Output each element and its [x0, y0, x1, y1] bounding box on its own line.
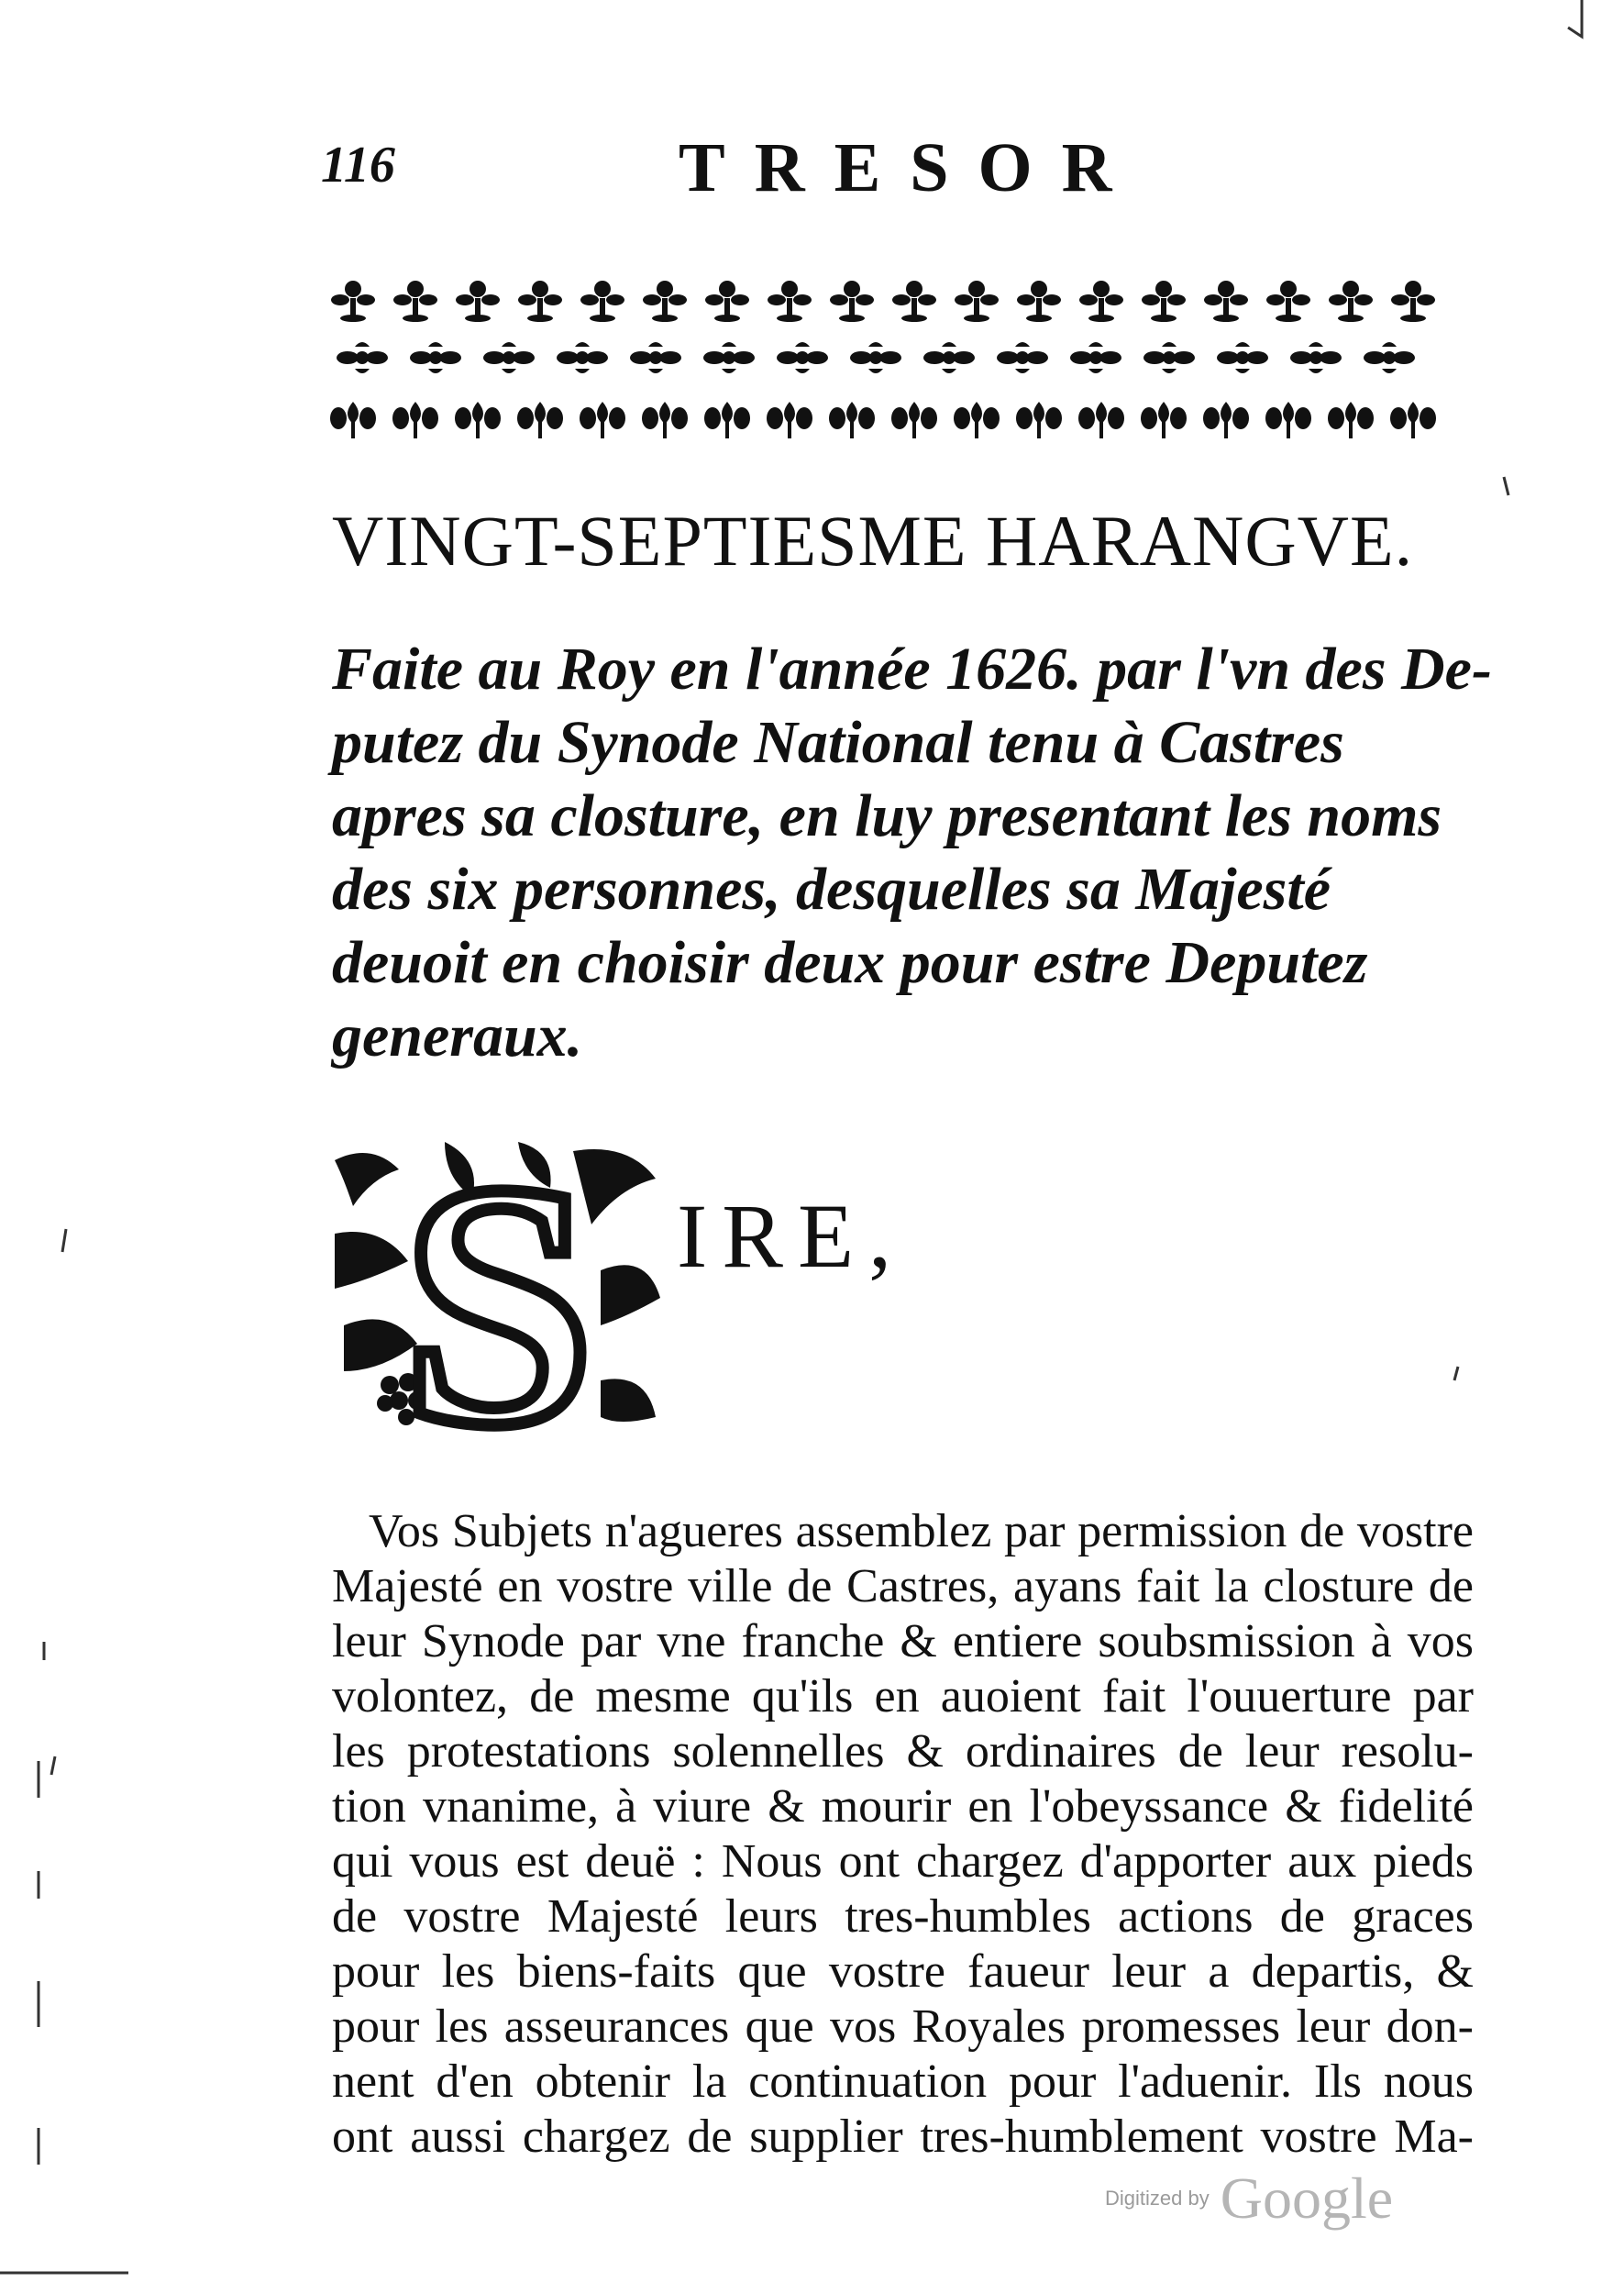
body-line: qui vous est deuë : Nous ont chargez d'apporter aux pieds: [332, 1835, 1474, 1888]
subtitle-line: apres sa closture, en luy presentant les noms: [332, 782, 1442, 849]
chapter-heading: VINGT-SEPTIESME HARANGVE.: [332, 501, 1414, 581]
subtitle-line: generaux.: [332, 1002, 583, 1069]
body-line: leur Synode par vne franche & entiere soubsmission à vos: [332, 1615, 1474, 1667]
subtitle-line: Faite au Roy en l'année 1626. par l'vn des De-: [332, 636, 1492, 703]
running-title: TRESOR: [679, 129, 1142, 206]
body-line: de vostre Majesté leurs tres-humbles actions de graces: [332, 1890, 1474, 1943]
google-logo: Google: [1220, 2166, 1394, 2231]
body-line: Majesté en vostre ville de Castres, ayans fait la closture de: [332, 1560, 1474, 1612]
body-line: nent d'en obtenir la continuation pour l'aduenir. Ils nous: [332, 2055, 1474, 2108]
body-line: pour les biens-faits que vostre faueur leur a departis, &: [332, 1945, 1474, 1998]
body-line: ont aussi chargez de supplier tres-humblement vostre Ma-: [332, 2110, 1474, 2163]
body-line: tion vnanime, à viure & mourir en l'obeyssance & fidelité: [332, 1780, 1474, 1833]
page-number: 116: [321, 137, 395, 194]
subtitle-line: deuoit en choisir deux pour estre Deputez: [332, 929, 1368, 996]
watermark-prefix: Digitized by: [1105, 2187, 1210, 2210]
body-line: les protestations solennelles & ordinaires de leur resolu-: [332, 1725, 1474, 1778]
subtitle-line: putez du Synode National tenu à Castres: [332, 709, 1344, 776]
body-line: volontez, de mesme qu'ils en auoient fait l'ouuerture par: [332, 1670, 1474, 1723]
salutation-rest: IRE,: [677, 1185, 907, 1287]
body-line: pour les asseurances que vos Royales promesses leur don-: [332, 2000, 1474, 2053]
body-line: Vos Subjets n'agueres assemblez par permission de vostre: [369, 1505, 1474, 1557]
subtitle-line: des six personnes, desquelles sa Majesté: [332, 856, 1331, 923]
initial-letter: S: [401, 1142, 595, 1445]
